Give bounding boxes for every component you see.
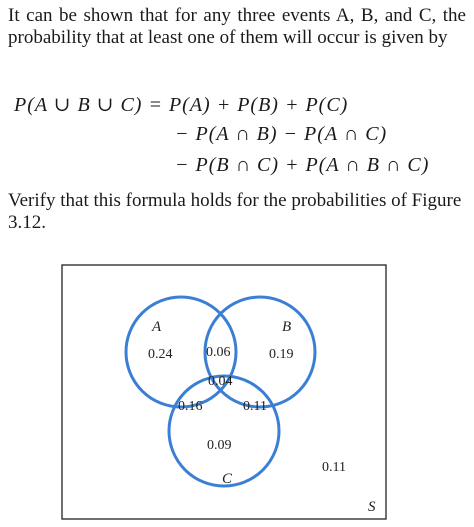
value-a-and-b: 0.06 xyxy=(206,345,231,360)
intro-paragraph: It can be shown that for any three events A, B, and C, the probability that at least one of them will occur is given by xyxy=(8,5,466,48)
label-c: C xyxy=(222,471,233,487)
value-b-only: 0.19 xyxy=(269,347,294,362)
value-b-and-c: 0.11 xyxy=(243,399,267,414)
label-a: A xyxy=(152,319,162,335)
formula-line-3: − P(B ∩ C) + P(A ∩ B ∩ C) xyxy=(175,154,430,176)
formula-line-1: P(A ∪ B ∪ C) = P(A) + P(B) + P(C) xyxy=(14,94,349,116)
value-a-and-c: 0.16 xyxy=(178,399,203,414)
value-outside: 0.11 xyxy=(322,460,346,475)
verify-paragraph: Verify that this formula holds for the probabilities of Figure 3.12. xyxy=(8,190,462,233)
formula-line-2: − P(A ∩ B) − P(A ∩ C) xyxy=(175,123,388,145)
label-s: S xyxy=(368,499,376,515)
value-a-b-c: 0.04 xyxy=(208,374,233,389)
value-a-only: 0.24 xyxy=(148,347,173,362)
label-b: B xyxy=(282,319,292,335)
value-c-only: 0.09 xyxy=(207,438,232,453)
